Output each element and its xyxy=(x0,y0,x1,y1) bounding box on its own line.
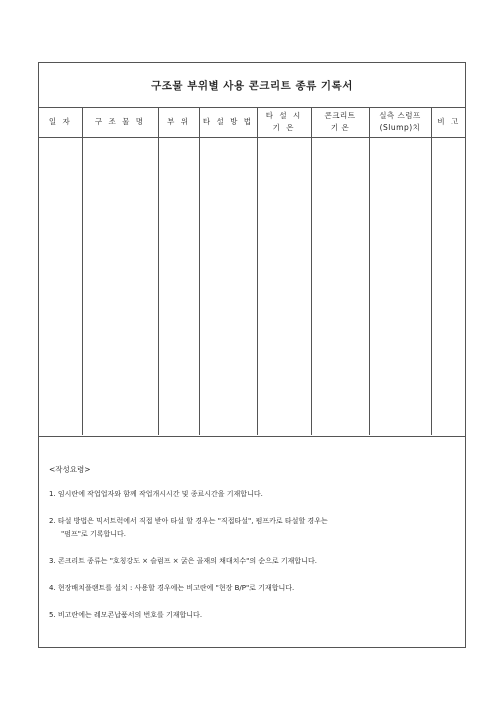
cell-part[interactable] xyxy=(158,138,199,436)
col-header-part: 부 위 xyxy=(158,107,199,138)
col-header-pour-temp: 타 설 시 기 온 xyxy=(257,107,311,138)
col-header-remarks: 비 고 xyxy=(431,107,466,138)
writing-guide xyxy=(39,436,465,648)
col-header-concrete-temp: 콘크리트 기 온 xyxy=(311,107,369,138)
guide-item-5: 5. 비고란에는 레모콘납품서의 번호를 기재합니다. xyxy=(49,611,203,619)
cell-pour-method[interactable] xyxy=(199,138,257,436)
col-header-slump: 실측 스럼프 (Slump)치 xyxy=(369,107,431,138)
header-row xyxy=(39,107,466,138)
col-header-date: 일 자 xyxy=(39,107,82,138)
guide-item-3: 3. 콘크리트 종류는 "호칭강도 × 슬럼프 × 굵은 골재의 채대치수"의 순으로 기재합니다. xyxy=(49,557,317,565)
record-table xyxy=(39,107,466,435)
cell-concrete-temp[interactable] xyxy=(311,138,369,436)
form-title: 구조물 부위별 사용 콘크리트 종류 기록서 xyxy=(151,79,353,92)
guide-heading: <작성요령> xyxy=(49,465,91,474)
cell-slump[interactable] xyxy=(369,138,431,436)
col-header-pour-method: 타 설 방 법 xyxy=(199,107,257,138)
guide-item-1: 1. 임시란에 작업업자와 함께 작업개시시간 및 종료시간을 기재합니다. xyxy=(49,490,263,498)
guide-item-4: 4. 현장배치플랜트를 설치 : 사용할 경우에는 비고란에 "현장 B/P"로 기재합니다. xyxy=(49,584,295,592)
cell-pour-temp[interactable] xyxy=(257,138,311,436)
cell-structure-name[interactable] xyxy=(82,138,158,436)
cell-remarks[interactable] xyxy=(431,138,466,436)
cell-date[interactable] xyxy=(39,138,82,436)
title-row xyxy=(39,63,465,108)
record-form xyxy=(38,62,466,648)
col-header-structure-name: 구 조 물 명 xyxy=(82,107,158,138)
entry-row xyxy=(39,138,466,436)
guide-item-2: 2. 타설 방법은 믹서트럭에서 직접 받아 타설 할 경우는 "직접타설", 펌프카로 타설할 경우는 "펌프"로 기록합니다. xyxy=(49,517,328,538)
